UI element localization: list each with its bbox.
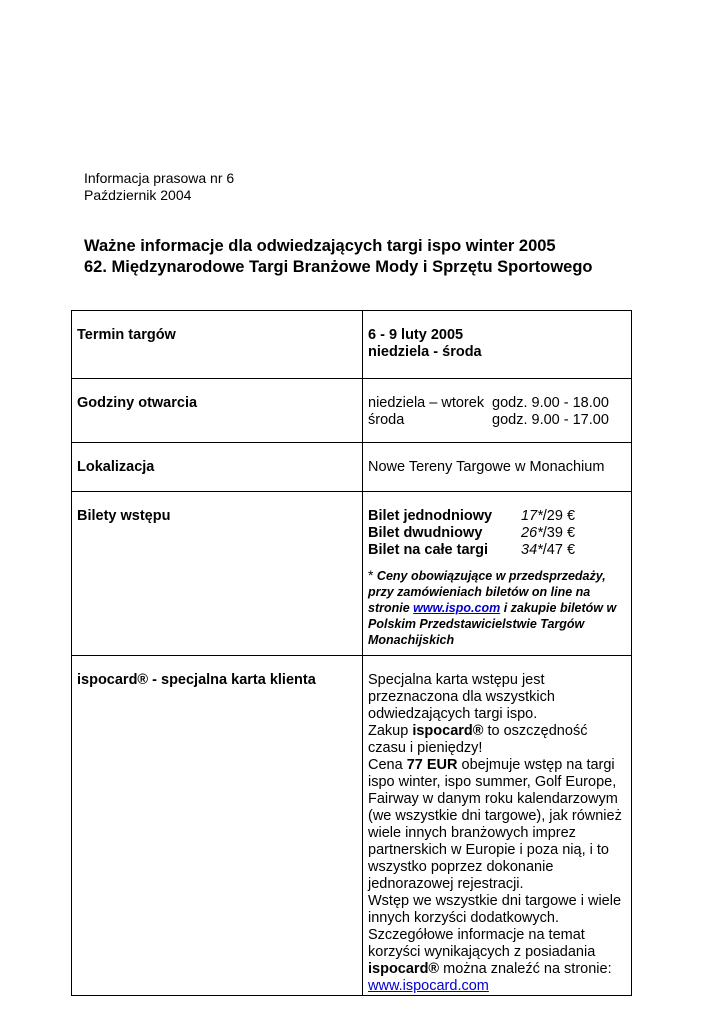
press-header (84, 170, 234, 204)
row-location (72, 443, 632, 492)
tickets-label: Bilety wstępu (72, 492, 363, 656)
location-label: Lokalizacja (72, 443, 363, 492)
press-release-date: Październik 2004 (84, 187, 192, 203)
ticket-presale-price: 34* (521, 542, 543, 558)
row-hours (72, 379, 632, 443)
card-p3-pre: Cena (368, 757, 407, 773)
row-card (72, 656, 632, 996)
dates-label: Termin targów (72, 311, 363, 379)
note-asterisk: * (368, 567, 374, 583)
ticket-row (368, 542, 625, 559)
presale-note (368, 567, 625, 648)
note-text-2: i zakupie biletów w Polskim Przedstawicielstwie Targów Monachijskich (368, 601, 617, 647)
card-paragraph-3 (368, 757, 625, 893)
ticket-price (521, 525, 575, 542)
card-paragraph-5 (368, 927, 625, 995)
ticket-row (368, 508, 625, 525)
title-line-1: Ważne informacje dla odwiedzających targi ispo winter 2005 (84, 237, 556, 255)
ticket-regular-price: /39 € (542, 525, 576, 541)
tickets-value (363, 492, 632, 656)
hours-time-1: godz. 9.00 - 18.00 (492, 395, 609, 411)
ticket-regular-price: /47 € (542, 542, 576, 558)
ticket-price (521, 508, 575, 525)
ticket-name: Bilet na całe targi (368, 542, 489, 558)
ticket-name: Bilet dwudniowy (368, 525, 483, 541)
ticket-presale-price: 17* (521, 508, 543, 524)
card-p3-bold: 77 EUR (406, 757, 458, 773)
hours-day-2: środa (368, 412, 405, 428)
ticket-price (521, 542, 575, 559)
card-value (363, 656, 632, 996)
card-p2-bold: ispocard® (412, 723, 484, 739)
hours-day-1: niedziela – wtorek (368, 395, 485, 411)
hours-row-2 (368, 412, 625, 429)
card-paragraph-4: Wstęp we wszystkie dni targowe i wiele innych korzyści dodatkowych. (368, 893, 622, 926)
info-table (71, 310, 632, 996)
card-paragraph-1: Specjalna karta wstępu jest przeznaczona dla wszystkich odwiedzających targi ispo. (368, 672, 555, 722)
hours-row-1 (368, 395, 625, 412)
card-p3-post: obejmuje wstęp na targi ispo winter, ispo summer, Golf Europe, Fairway w danym roku kalendarzowym (we wszystkie dni targowe), jak również wiele innych branżowych imprez partnerskich w Europie i poza nią, i to wszystko poprzez dokonanie jednorazowej rejestracji. (368, 757, 622, 892)
dates-value (363, 311, 632, 379)
dates-line-2: niedziela - środa (368, 344, 482, 360)
hours-label: Godziny otwarcia (72, 379, 363, 443)
row-dates (72, 311, 632, 379)
card-p5-pre: Szczegółowe informacje na temat korzyści wynikających z posiadania (368, 927, 596, 960)
note-text-1: Ceny obowiązujące w przedsprzedaży, przy zamówieniach biletów on line na stronie (368, 569, 606, 615)
card-p2-pre: Zakup (368, 723, 413, 739)
document-title (84, 236, 593, 278)
press-release-number: Informacja prasowa nr 6 (84, 170, 235, 186)
card-label: ispocard® - specjalna karta klienta (72, 656, 363, 996)
ticket-row (368, 525, 625, 542)
location-value: Nowe Tereny Targowe w Monachium (363, 443, 632, 492)
ticket-presale-price: 26* (521, 525, 543, 541)
card-p5-bold: ispocard® (368, 961, 440, 977)
card-p5-mid: można znaleźć na stronie: (439, 961, 612, 977)
dates-line-1: 6 - 9 luty 2005 (368, 327, 464, 343)
ticket-name: Bilet jednodniowy (368, 508, 493, 524)
title-line-2: 62. Międzynarodowe Targi Branżowe Mody i Sprzętu Sportowego (84, 258, 593, 276)
ispo-link[interactable]: www.ispo.com (413, 601, 501, 615)
row-tickets (72, 492, 632, 656)
card-paragraph-2 (368, 723, 625, 757)
card-p2-post: to oszczędność czasu i pieniędzy! (368, 723, 588, 756)
hours-time-2: godz. 9.00 - 17.00 (492, 412, 609, 428)
ispocard-link[interactable]: www.ispocard.com (368, 978, 489, 994)
ticket-regular-price: /29 € (542, 508, 576, 524)
hours-value (363, 379, 632, 443)
